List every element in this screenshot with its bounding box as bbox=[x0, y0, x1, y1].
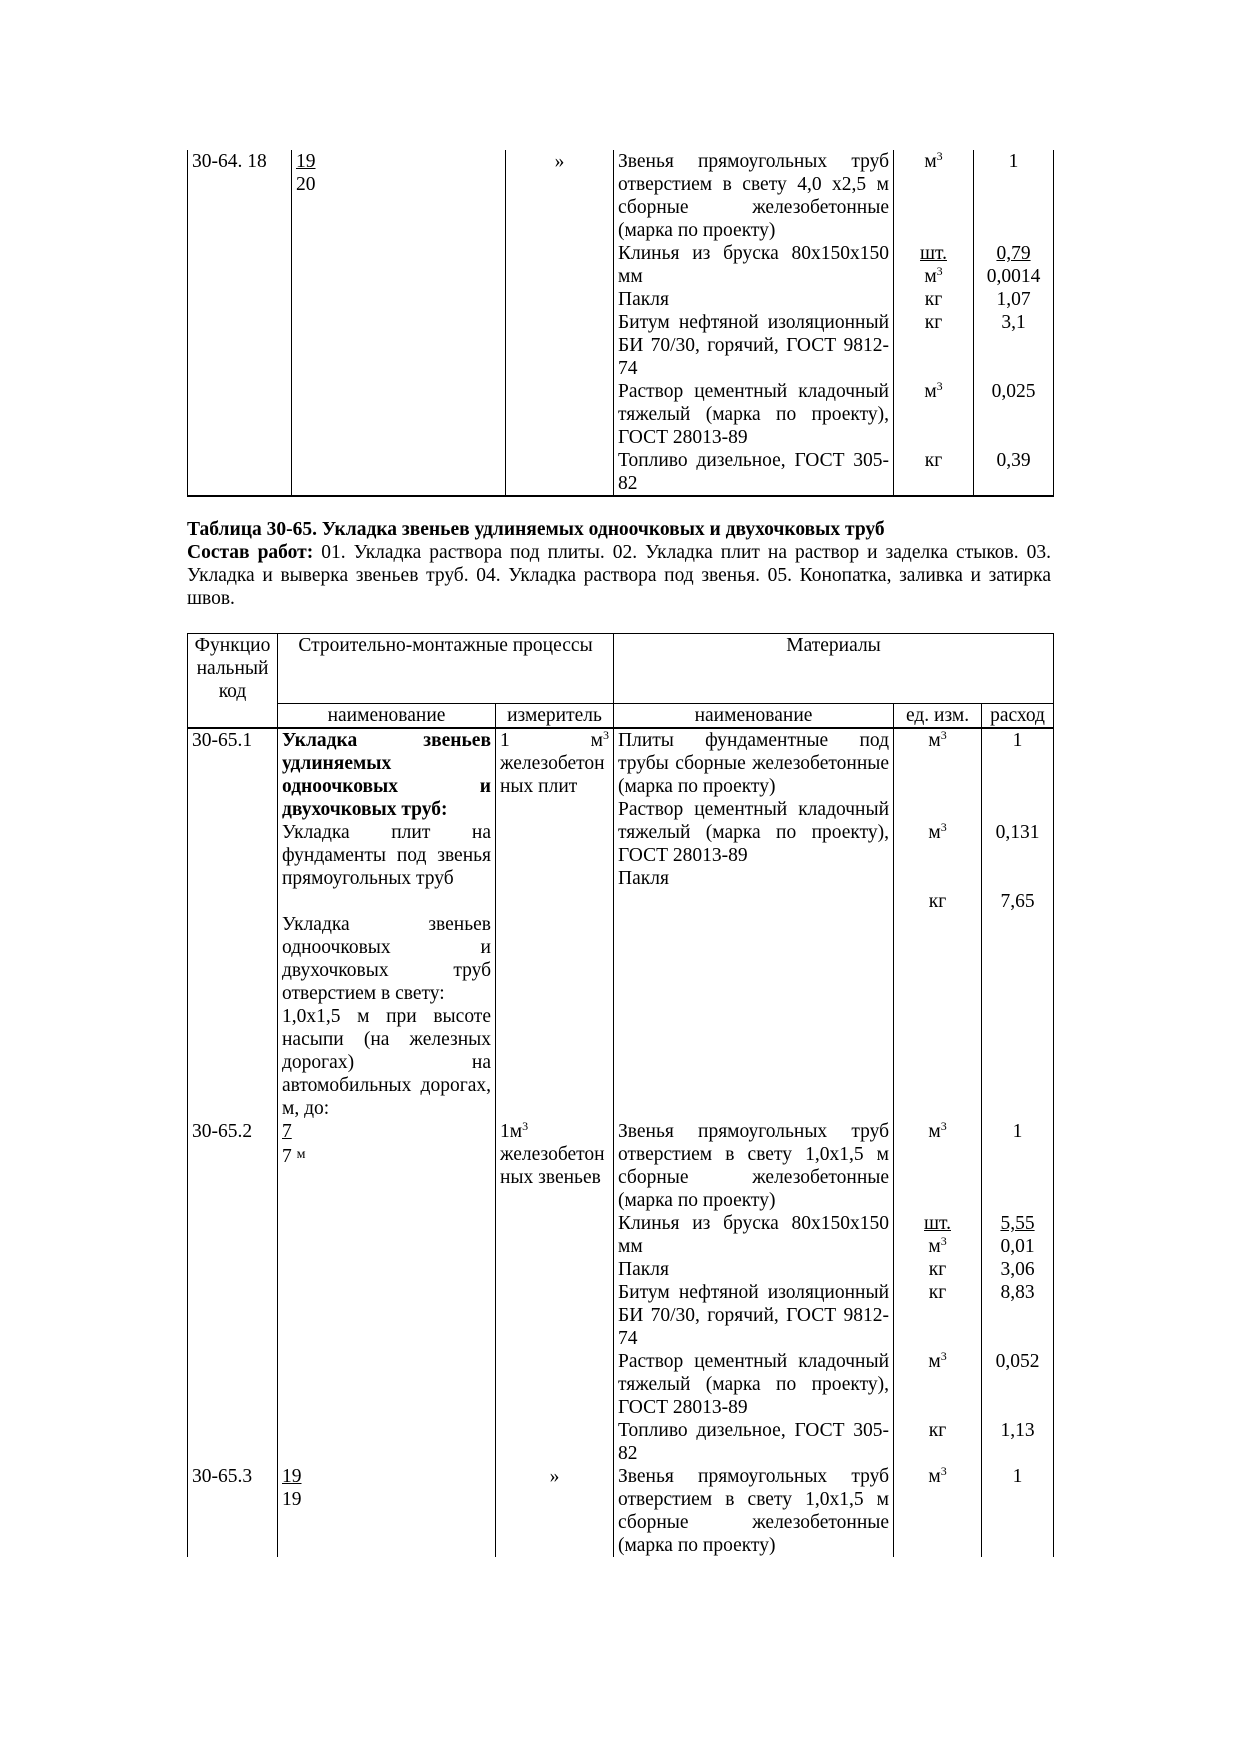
amount: 0,79 bbox=[996, 243, 1031, 264]
amount: 3,06 bbox=[1000, 1259, 1035, 1280]
header-proc-name: наименование bbox=[278, 704, 496, 729]
unit: м bbox=[924, 151, 937, 172]
unit: кг bbox=[924, 289, 943, 310]
param-top: 19 bbox=[296, 151, 316, 172]
row-process bbox=[278, 728, 496, 1120]
materials-amounts bbox=[974, 150, 1054, 449]
unit-sup: 3 bbox=[940, 1234, 947, 1248]
param-bottom: 7 bbox=[282, 1146, 292, 1167]
header-mat-name: наименование bbox=[614, 704, 894, 729]
unit: кг bbox=[894, 449, 974, 496]
param-bottom: 20 bbox=[296, 174, 316, 195]
material-name: Пакля bbox=[618, 1259, 669, 1280]
unit: шт. bbox=[920, 243, 947, 264]
unit: кг bbox=[928, 1259, 947, 1280]
unit: кг bbox=[928, 1420, 947, 1441]
row-measure bbox=[496, 1120, 614, 1465]
param-unit: м bbox=[296, 1147, 306, 1162]
unit-sup: 3 bbox=[936, 264, 943, 278]
material-name: Клинья из бруска 80х150х150 мм bbox=[618, 1213, 890, 1257]
table-title: Таблица 30-65. Укладка звеньев удлиняемых одноочковых и двухочковых труб bbox=[187, 519, 885, 540]
unit-sup: 3 bbox=[936, 149, 943, 163]
unit: м bbox=[928, 730, 941, 751]
amount: 1 bbox=[1012, 1121, 1023, 1142]
works-label: Состав работ: bbox=[187, 542, 314, 563]
unit: м bbox=[928, 1236, 941, 1257]
param-top: 7 bbox=[282, 1121, 292, 1142]
empty-cell bbox=[292, 449, 506, 496]
amount: 0,01 bbox=[1000, 1236, 1035, 1257]
amount: 0,025 bbox=[991, 381, 1036, 402]
unit-sup: 3 bbox=[940, 820, 947, 834]
measure-desc: железобетонных звеньев bbox=[500, 1144, 605, 1188]
table-subheader-row bbox=[188, 704, 1054, 729]
row-measure bbox=[496, 728, 614, 1120]
unit-sup: 3 bbox=[940, 1349, 947, 1363]
table-row bbox=[188, 728, 1054, 1120]
material-name: Звенья прямоугольных труб отверстием в свету 4,0 х2,5 м сборные железобетонные (марка по проекту) bbox=[618, 151, 889, 241]
measure-desc: железобетонных плит bbox=[500, 753, 605, 797]
unit-sup: 3 bbox=[936, 379, 943, 393]
materials-amounts bbox=[982, 728, 1054, 1120]
header-materials: Материалы bbox=[614, 634, 1054, 704]
empty-cell bbox=[188, 449, 292, 496]
material-name: Звенья прямоугольных труб отверстием в свету 1,0х1,5 м сборные железобетонные (марка по проекту) bbox=[614, 1465, 894, 1557]
header-mat-unit: ед. изм. bbox=[894, 704, 982, 729]
process-description: 1,0х1,5 м при высоте насыпи (на железных дорогах) на автомобильных дорогах, м, до: bbox=[282, 1006, 491, 1119]
unit-sup: 3 bbox=[940, 728, 947, 742]
amount: 3,1 bbox=[1001, 312, 1026, 333]
table-row bbox=[188, 1120, 1054, 1465]
unit: кг bbox=[928, 891, 947, 912]
unit: шт. bbox=[924, 1213, 951, 1234]
amount: 0,131 bbox=[995, 822, 1040, 843]
materials-units bbox=[894, 1465, 982, 1557]
amount: 7,65 bbox=[1000, 891, 1035, 912]
material-name: Битум нефтяной изоляционный БИ 70/30, горячий, ГОСТ 9812-74 bbox=[618, 1282, 890, 1349]
material-name: Клинья из бруска 80х150х150 мм bbox=[618, 243, 889, 287]
row-code: 30-65.1 bbox=[188, 728, 278, 1120]
amount: 0,052 bbox=[995, 1351, 1040, 1372]
unit: м bbox=[928, 1121, 941, 1142]
unit-sup: 3 bbox=[940, 1464, 947, 1478]
material-name: Звенья прямоугольных труб отверстием в свету 1,0х1,5 м сборные железобетонные (марка по проекту) bbox=[618, 1121, 890, 1211]
amount: 0,39 bbox=[974, 449, 1054, 496]
amount: 0,0014 bbox=[986, 266, 1041, 287]
amount: 1 bbox=[1012, 730, 1023, 751]
materials-units bbox=[894, 728, 982, 1120]
unit-sup: 3 bbox=[522, 1119, 529, 1133]
unit: м bbox=[924, 266, 937, 287]
table-30-65 bbox=[187, 633, 1054, 1557]
table-header-row bbox=[188, 634, 1054, 704]
measure-unit: м bbox=[590, 730, 604, 751]
material-name: Раствор цементный кладочный тяжелый (марка по проекту), ГОСТ 28013-89 bbox=[618, 381, 889, 448]
header-code: Функцио нальный код bbox=[188, 634, 278, 729]
works-text: 01. Укладка раствора под плиты. 02. Укладка плит на раствор и заделка стыков. 03. Укладка и выверка звеньев труб. 04. Укладка раствора под звенья. 05. Конопатка, заливка и затирка швов. bbox=[187, 542, 1051, 609]
material-name: Пакля bbox=[618, 289, 669, 310]
measure-qty: 1 bbox=[500, 730, 510, 751]
unit: м bbox=[928, 1466, 941, 1487]
param-bottom: 19 bbox=[282, 1489, 302, 1510]
row-code: 30-65.3 bbox=[188, 1465, 278, 1557]
works-composition bbox=[187, 541, 1051, 610]
header-mat-amount: расход bbox=[982, 704, 1054, 729]
materials-names bbox=[614, 150, 894, 449]
material-name: Раствор цементный кладочный тяжелый (марка по проекту), ГОСТ 28013-89 bbox=[618, 1351, 890, 1418]
unit: м bbox=[924, 381, 937, 402]
measure-qty: 1м bbox=[500, 1121, 523, 1142]
table-30-64-continuation bbox=[187, 150, 1054, 497]
unit: кг bbox=[924, 312, 943, 333]
row-code: 30-64. 18 bbox=[188, 150, 292, 449]
table-caption bbox=[187, 518, 1051, 610]
unit: кг bbox=[928, 1282, 947, 1303]
unit-sup: 3 bbox=[940, 1119, 947, 1133]
material-name: Раствор цементный кладочный тяжелый (марка по проекту), ГОСТ 28013-89 bbox=[618, 799, 890, 866]
amount: 1,07 bbox=[996, 289, 1031, 310]
materials-units bbox=[894, 150, 974, 449]
empty-cell bbox=[506, 449, 614, 496]
material-name: Топливо дизельное, ГОСТ 305-82 bbox=[614, 449, 894, 496]
table-row bbox=[188, 449, 1054, 496]
material-name: Битум нефтяной изоляционный БИ 70/30, горячий, ГОСТ 9812-74 bbox=[618, 312, 889, 379]
row-param bbox=[278, 1465, 496, 1557]
materials-names bbox=[614, 728, 894, 1120]
unit-sup: 3 bbox=[603, 728, 610, 742]
material-name: Пакля bbox=[618, 868, 669, 889]
materials-amounts bbox=[982, 1120, 1054, 1465]
material-name: Топливо дизельное, ГОСТ 305-82 bbox=[618, 1420, 890, 1464]
row-measure: » bbox=[506, 150, 614, 449]
row-param bbox=[278, 1120, 496, 1465]
process-subtitle: Укладка плит на фундаменты под звенья прямоугольных труб bbox=[282, 822, 491, 889]
header-processes: Строительно-монтажные процессы bbox=[278, 634, 614, 704]
unit: м bbox=[928, 1351, 941, 1372]
table-row bbox=[188, 150, 1054, 449]
row-measure: » bbox=[496, 1465, 614, 1557]
amount: 1,13 bbox=[1000, 1420, 1035, 1441]
amount: 8,83 bbox=[1000, 1282, 1035, 1303]
param-top: 19 bbox=[282, 1466, 302, 1487]
material-name: Плиты фундаментные под трубы сборные железобетонные (марка по проекту) bbox=[618, 730, 890, 797]
amount: 5,55 bbox=[1000, 1213, 1035, 1234]
amount: 1 bbox=[1008, 151, 1019, 172]
header-proc-measure: измеритель bbox=[496, 704, 614, 729]
materials-units bbox=[894, 1120, 982, 1465]
process-description: Укладка звеньев одноочковых и двухочковых труб отверстием в свету: bbox=[282, 914, 491, 1004]
table-row bbox=[188, 1465, 1054, 1557]
process-title: Укладка звеньев удлиняемых одноочковых и двухочковых труб: bbox=[282, 730, 491, 820]
amount: 1 bbox=[982, 1465, 1054, 1557]
row-code: 30-65.2 bbox=[188, 1120, 278, 1465]
materials-names bbox=[614, 1120, 894, 1465]
unit: м bbox=[928, 822, 941, 843]
row-param bbox=[292, 150, 506, 449]
